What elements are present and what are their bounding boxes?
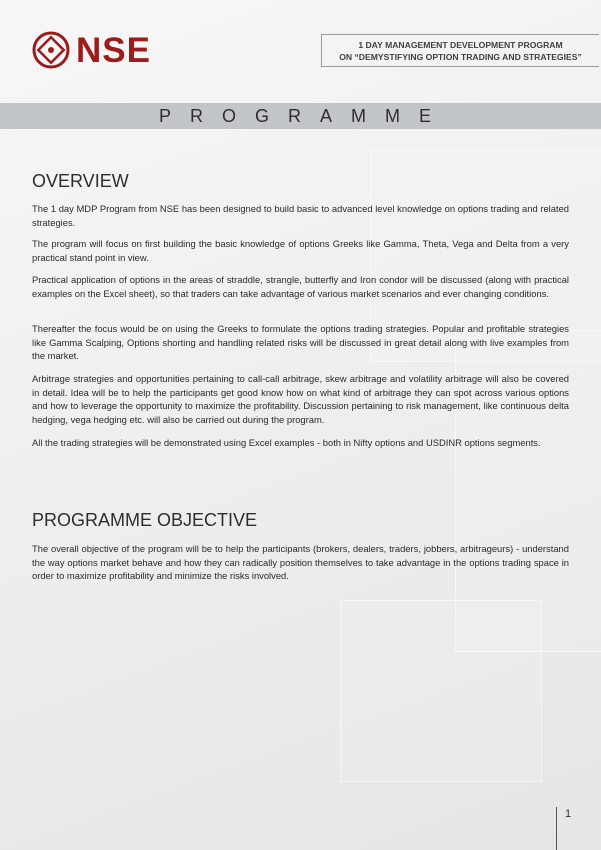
nse-logo xyxy=(32,31,151,69)
overview-paragraph: Arbitrage strategies and opportunities pertaining to call-call arbitrage, skew arbitrage and volatility arbitrage will also be covered in detail. Idea will be to help the participants get good know how on what kind of arbitrage they can spot across various options and how to leverage the opportunity to maximize the profitability. Discussion pertaining to risk management, like continuous delta hedging, vega hedging etc. will also be carried out during the program. xyxy=(32,373,569,425)
page-number: 1 xyxy=(565,808,572,820)
overview-paragraph: The program will focus on first building the basic knowledge of options Greeks like Gamma, Theta, Vega and Delta from a very practical stand point in view. xyxy=(32,238,569,263)
program-title-line1: 1 DAY MANAGEMENT DEVELOPMENT PROGRAM xyxy=(358,40,563,50)
overview-heading: OVERVIEW xyxy=(32,171,129,191)
objective-paragraph: The overall objective of the program will be to help the participants (brokers, dealers, traders, jobbers, arbitrageurs) - understand the way options market behave and how they can radically position themselves to take advantage in the options trading space in order to maximize profitability and minimize the risks involved. xyxy=(32,543,569,582)
band-title: PROGRAMME xyxy=(158,105,450,126)
page-divider xyxy=(556,807,557,850)
overview-paragraph: Practical application of options in the areas of straddle, strangle, butterfly and Iron condor will be discussed (along with practical examples on the Excel sheet), so that traders can take advantage of various market scenarios and ever changing conditions. xyxy=(32,274,569,299)
overview-paragraph: Thereafter the focus would be on using the Greeks to formulate the options trading strategies. Popular and profitable strategies like Gamma Scalping, Options shorting and handling related risks will be discussed in great detail along with live examples from the market. xyxy=(32,323,569,362)
program-title-line2: ON “DEMYSTIFYING OPTION TRADING AND STRATEGIES” xyxy=(339,52,582,62)
logo-text: NSE xyxy=(76,30,151,70)
program-title-box xyxy=(321,34,599,67)
objective-heading: PROGRAMME OBJECTIVE xyxy=(32,510,258,530)
overview-paragraph: All the trading strategies will be demonstrated using Excel examples - both in Nifty options and USDINR options segments. xyxy=(32,437,541,448)
programme-band xyxy=(0,103,601,129)
background-panel xyxy=(340,600,542,782)
overview-paragraph: The 1 day MDP Program from NSE has been designed to build basic to advanced level knowledge on options trading and related strategies. xyxy=(32,203,569,228)
nse-emblem-icon xyxy=(32,31,70,69)
